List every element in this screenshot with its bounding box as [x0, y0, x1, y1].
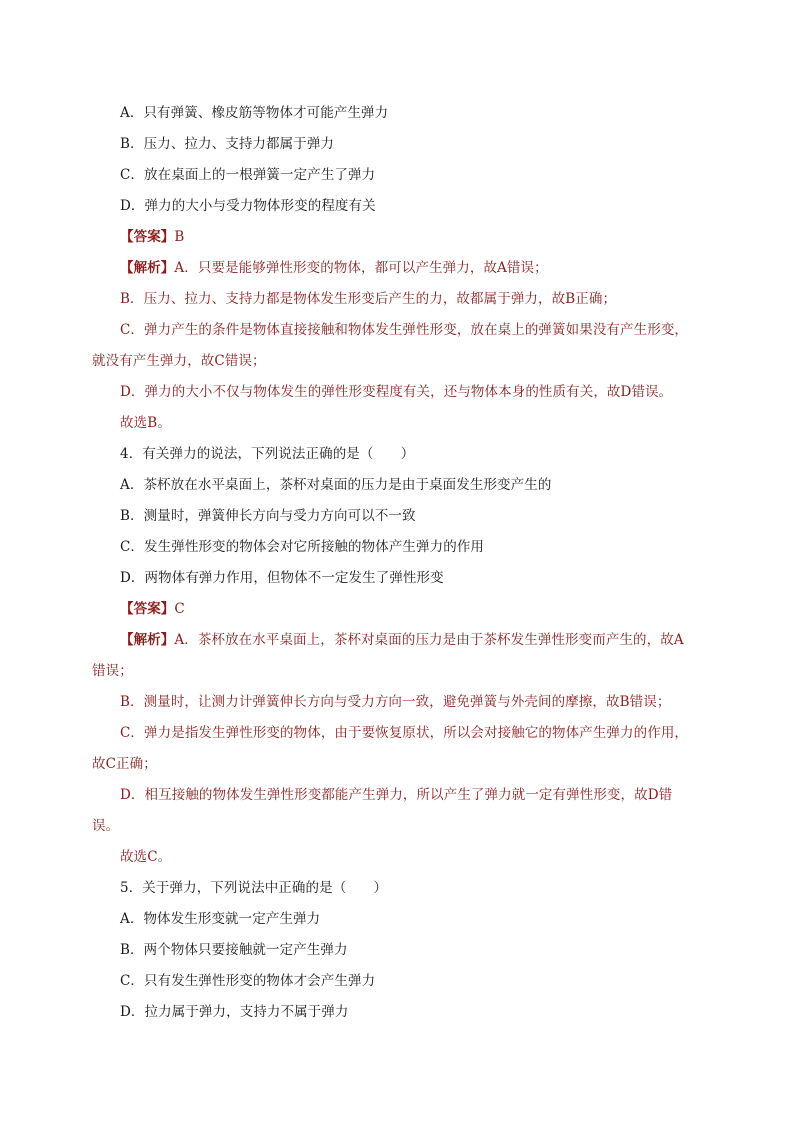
- analysis-text: A．只要是能够弹性形变的物体，都可以产生弹力，故A错误；: [174, 260, 548, 276]
- q3-analysis-line-5: D．弹力的大小不仅与物体发生的弹性形变程度有关，还与物体本身的性质有关，故D错误。: [120, 384, 673, 400]
- q5-stem: 5．关于弹力，下列说法中正确的是（ ）: [120, 880, 388, 896]
- q5-option-b: B．两个物体只要接触就一定产生弹力: [120, 942, 348, 958]
- answer-tag: 【答案】: [120, 601, 175, 617]
- q3-option-d: D．弹力的大小与受力物体形变的程度有关: [120, 198, 376, 214]
- document-content: [92, 98, 704, 1028]
- q3-analysis-line-3: C．弹力产生的条件是物体直接接触和物体发生弹性形变，放在桌上的弹簧如果没有产生形变，: [120, 322, 689, 338]
- q4-option-b: B．测量时，弹簧伸长方向与受力方向可以不一致: [120, 508, 416, 524]
- q3-analysis-line-2: B．压力、拉力、支持力都是物体发生形变后产生的力，故都属于弹力，故B正确；: [120, 291, 617, 307]
- q3-option-a: A．只有弹簧、橡皮筋等物体才可能产生弹力: [120, 105, 389, 121]
- q3-option-c: C．放在桌面上的一根弹簧一定产生了弹力: [120, 167, 376, 183]
- q4-answer: [92, 594, 704, 625]
- analysis-text: A．茶杯放在水平桌面上，茶杯对桌面的压力是由于茶杯发生弹性形变而产生的，故A: [174, 632, 684, 648]
- q5-option-c: C．只有发生弹性形变的物体才会产生弹力: [120, 973, 376, 989]
- q3-analysis-line-1: [92, 253, 704, 284]
- answer-value: B: [174, 229, 185, 245]
- q5-option-a: A．物体发生形变就一定产生弹力: [120, 911, 321, 927]
- answer-value: C: [174, 601, 185, 617]
- q3-analysis-line-4: 就没有产生弹力，故C错误；: [92, 353, 266, 369]
- q3-option-b: B．压力、拉力、支持力都属于弹力: [120, 136, 335, 152]
- q5-option-d: D．拉力属于弹力，支持力不属于弹力: [120, 1004, 349, 1020]
- q4-analysis-line-5: 故C正确；: [92, 756, 157, 772]
- q4-option-a: A．茶杯放在水平桌面上，茶杯对桌面的压力是由于桌面发生形变产生的: [120, 477, 552, 493]
- q4-analysis-line-6: D．相互接触的物体发生弹性形变都能产生弹力，所以产生了弹力就一定有弹性形变，故D错: [120, 787, 673, 803]
- q4-analysis-line-4: C．弹力是指发生弹性形变的物体，由于要恢复原状，所以会对接触它的物体产生弹力的作用，: [120, 725, 689, 741]
- q3-conclusion: 故选B。: [120, 415, 171, 431]
- analysis-tag: 【解析】: [120, 260, 175, 276]
- q4-analysis-line-2: 错误；: [92, 663, 133, 679]
- answer-tag: 【答案】: [120, 229, 175, 245]
- q4-analysis-line-7: 误。: [92, 818, 120, 834]
- q4-conclusion: 故选C。: [120, 849, 172, 865]
- q3-answer: [92, 222, 704, 253]
- analysis-tag: 【解析】: [120, 632, 175, 648]
- q4-option-c: C．发生弹性形变的物体会对它所接触的物体产生弹力的作用: [120, 539, 485, 555]
- q4-stem: 4．有关弹力的说法，下列说法正确的是（ ）: [120, 446, 415, 462]
- q4-option-d: D．两物体有弹力作用，但物体不一定发生了弹性形变: [120, 570, 444, 586]
- q4-analysis-line-1: [92, 625, 704, 656]
- q4-analysis-line-3: B．测量时，让测力计弹簧伸长方向与受力方向一致，避免弹簧与外壳间的摩擦，故B错误；: [120, 694, 671, 710]
